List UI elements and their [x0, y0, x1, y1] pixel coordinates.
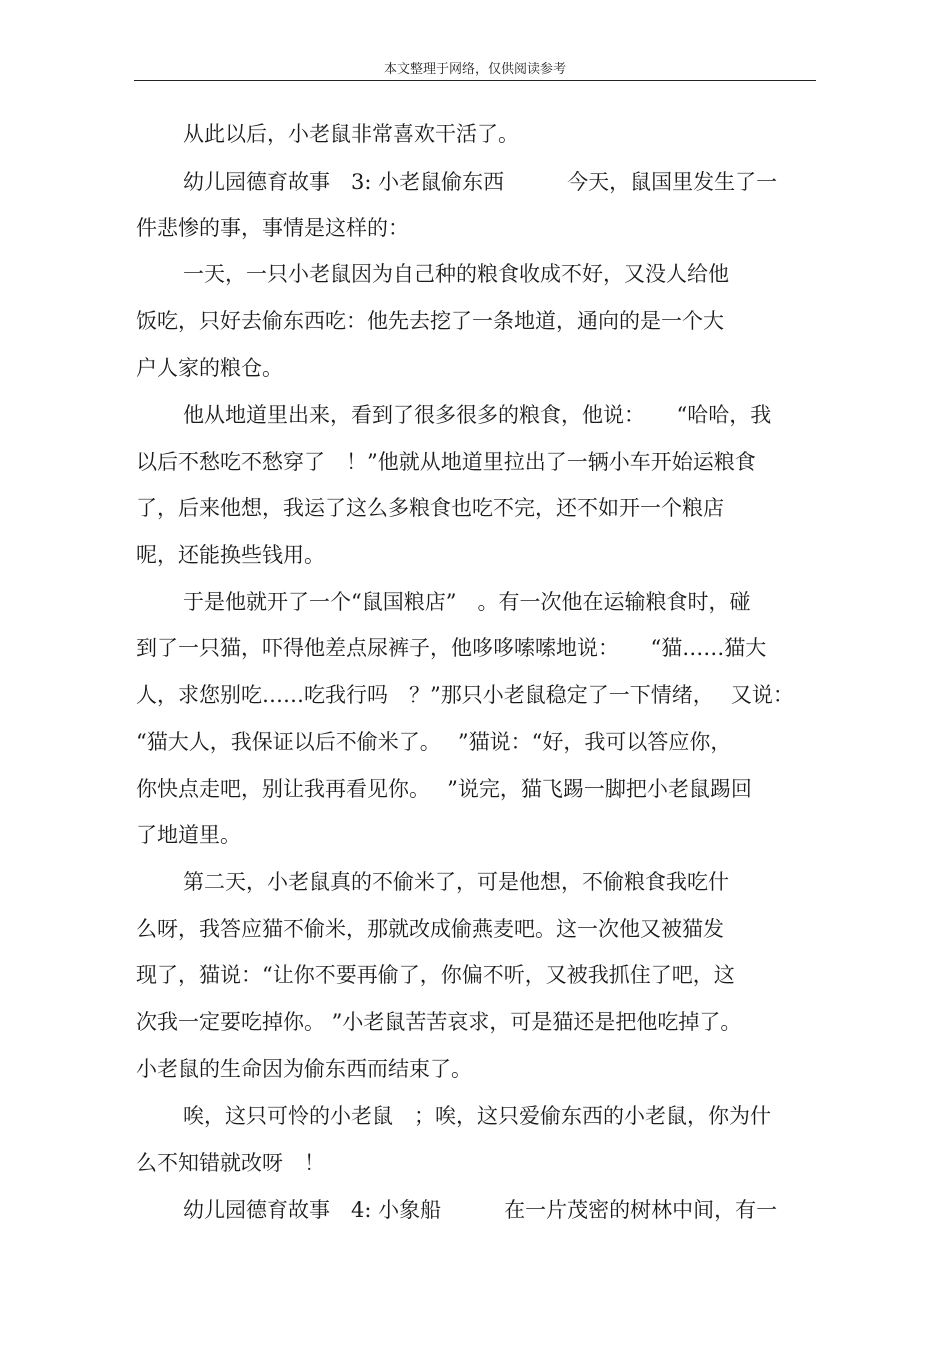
text-line: 饭吃，只好去偷东西吃：他先去挖了一条地道，通向的是一个大 — [136, 309, 724, 333]
text-line: “猫大人，我保证以后不偷米了。 ”猫说：“好，我可以答应你， — [136, 730, 732, 754]
header-divider — [134, 80, 816, 81]
text-line: 次我一定要吃掉你。 ”小老鼠苦苦哀求，可是猫还是把他吃掉了。 — [136, 1010, 742, 1034]
text-line: 么呀，我答应猫不偷米，那就改成偷燕麦吧。这一次他又被猫发 — [136, 917, 724, 941]
text-line: 一天，一只小老鼠因为自己种的粮食收成不好，又没人给他 — [183, 262, 729, 286]
text-line: 户人家的粮仓。 — [136, 356, 283, 380]
text-line: 到了一只猫，吓得他差点尿裤子，他哆哆嗦嗦地说： “猫……猫大 — [136, 636, 767, 660]
text-line: 么不知错就改呀 ！ — [136, 1151, 325, 1175]
text-line: 于是他就开了一个“鼠国粮店” 。有一次他在运输粮食时，碰 — [183, 590, 751, 614]
text-line: 幼儿园德育故事 3: 小老鼠偷东西 今天，鼠国里发生了一 — [183, 170, 778, 194]
text-line: 人，求您别吃……吃我行吗 ？”那只小老鼠稳定了一下情绪， 又说： — [136, 683, 794, 707]
text-line: 现了，猫说：“让你不要再偷了，你偏不听，又被我抓住了吧，这 — [136, 963, 735, 987]
text-line: 呢，还能换些钱用。 — [136, 543, 325, 567]
text-line: 了，后来他想，我运了这么多粮食也吃不完，还不如开一个粮店 — [136, 496, 724, 520]
text-line: 以后不愁吃不愁穿了 ！”他就从地道里拉出了一辆小车开始运粮食 — [136, 450, 756, 474]
text-line: 第二天，小老鼠真的不偷米了，可是他想，不偷粮食我吃什 — [183, 870, 729, 894]
text-line: 小老鼠的生命因为偷东西而结束了。 — [136, 1057, 472, 1081]
text-line: 唉，这只可怜的小老鼠 ；唉，这只爱偷东西的小老鼠，你为什 — [183, 1104, 771, 1128]
text-line: 你快点走吧，别让我再看见你。 ”说完，猫飞踢一脚把小老鼠踢回 — [136, 777, 752, 801]
text-line: 了地道里。 — [136, 823, 241, 847]
text-line: 他从地道里出来，看到了很多很多的粮食，他说： “哈哈，我 — [183, 403, 772, 427]
header-note: 本文整理于网络，仅供阅读参考 — [383, 62, 566, 77]
text-line: 幼儿园德育故事 4: 小象船 在一片茂密的树林中间，有一 — [183, 1198, 778, 1222]
text-line: 件悲惨的事，事情是这样的： — [136, 216, 409, 240]
text-line: 从此以后，小老鼠非常喜欢干活了。 — [183, 122, 519, 146]
